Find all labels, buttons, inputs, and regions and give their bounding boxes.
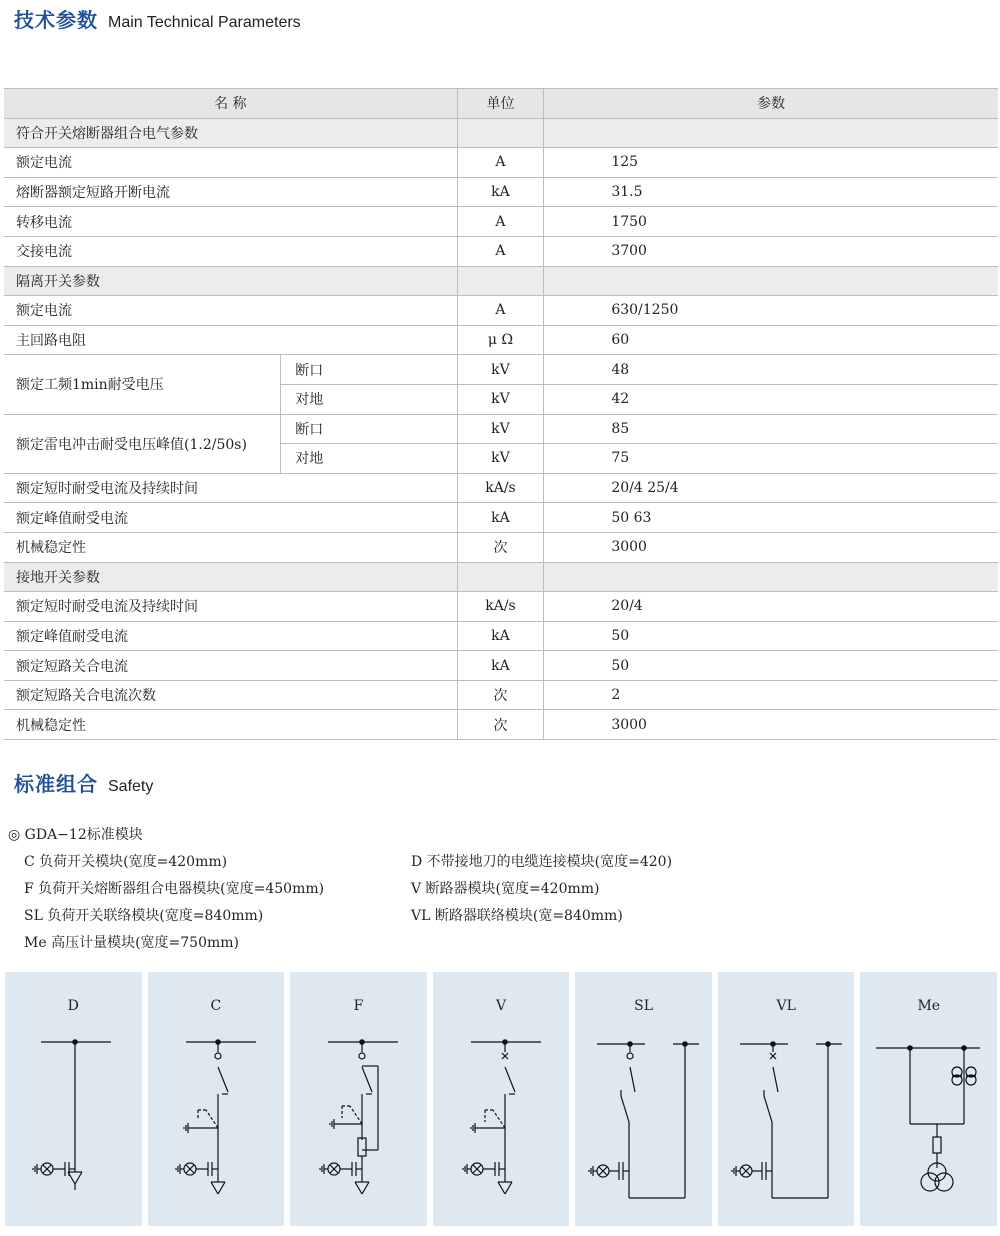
row-unit: A [457, 207, 544, 237]
row-sub: 断口 [281, 355, 457, 385]
row-unit: A [457, 236, 544, 266]
table-row [4, 414, 998, 444]
diagram-label: C [210, 998, 222, 1014]
table-row [4, 680, 998, 710]
tech-params-title-en: Main Technical Parameters [108, 14, 301, 31]
diagram-me-schematic [860, 972, 997, 1226]
row-value: 75 [544, 444, 998, 474]
diagram-c-schematic [148, 972, 285, 1226]
row-name: 额定短路关合电流 [4, 651, 457, 681]
diagram-v-schematic [433, 972, 570, 1226]
row-unit: kA [457, 177, 544, 207]
table-row [4, 236, 998, 266]
row-value: 48 [544, 355, 998, 385]
table-row [4, 325, 998, 355]
row-value: 85 [544, 414, 998, 444]
group-fuse: 符合开关熔断器组合电气参数 [4, 118, 457, 148]
row-value: 630/1250 [544, 296, 998, 326]
row-unit: A [457, 296, 544, 326]
module-item: C 负荷开关模块(宽度=420mm) [24, 854, 228, 870]
row-name: 熔断器额定短路开断电流 [4, 177, 457, 207]
diagram-label: V [495, 998, 507, 1014]
row-name: 额定工频1min耐受电压 [4, 355, 281, 414]
group-row [4, 118, 998, 148]
table-row [4, 532, 998, 562]
table-header-row [4, 89, 998, 119]
group-earthing: 接地开关参数 [4, 562, 457, 592]
row-value: 60 [544, 325, 998, 355]
row-unit: kV [457, 384, 544, 414]
row-sub: 对地 [281, 384, 457, 414]
row-value: 3000 [544, 532, 998, 562]
table-row [4, 592, 998, 622]
table-row [4, 473, 998, 503]
table-row [4, 710, 998, 740]
table-row [4, 355, 998, 385]
row-name: 额定峰值耐受电流 [4, 503, 457, 533]
row-value: 20/4 25/4 [544, 473, 998, 503]
group-row [4, 266, 998, 296]
table-row [4, 503, 998, 533]
diagram-panel-d [5, 972, 142, 1226]
row-sub: 对地 [281, 444, 457, 474]
row-name: 机械稳定性 [4, 532, 457, 562]
diagram-label: F [353, 998, 364, 1014]
row-value: 50 63 [544, 503, 998, 533]
diagram-d-schematic [5, 972, 142, 1226]
row-sub: 断口 [281, 414, 457, 444]
diagram-panel-vl [718, 972, 855, 1226]
module-item: F 负荷开关熔断器组合电器模块(宽度=450mm) [24, 881, 325, 897]
row-name: 额定短路关合电流次数 [4, 680, 457, 710]
table-row [4, 148, 998, 178]
safety-title [14, 768, 153, 797]
diagram-f-schematic [290, 972, 427, 1226]
module-item: Me 高压计量模块(宽度=750mm) [24, 935, 239, 951]
row-name: 额定短时耐受电流及持续时间 [4, 473, 457, 503]
row-name: 转移电流 [4, 207, 457, 237]
row-value: 3000 [544, 710, 998, 740]
row-name: 机械稳定性 [4, 710, 457, 740]
table-row [4, 177, 998, 207]
module-item: VL 断路器联络模块(宽=840mm) [411, 908, 623, 924]
header-unit: 单位 [457, 89, 544, 119]
diagram-label: D [67, 998, 79, 1014]
table-row [4, 207, 998, 237]
tech-params-title-zh: 技术参数 [14, 8, 98, 32]
tech-params-title [14, 4, 301, 33]
diagram-label: SL [634, 998, 654, 1014]
row-name: 额定电流 [4, 296, 457, 326]
row-unit: kA [457, 651, 544, 681]
row-unit: 次 [457, 710, 544, 740]
row-value: 42 [544, 384, 998, 414]
diagram-panel-c [148, 972, 285, 1226]
safety-title-zh: 标准组合 [14, 772, 98, 796]
row-unit: 次 [457, 532, 544, 562]
row-unit: kA [457, 621, 544, 651]
row-unit: kA/s [457, 473, 544, 503]
module-item: V 断路器模块(宽度=420mm) [411, 881, 600, 897]
diagram-panel-sl [575, 972, 712, 1226]
row-unit: kA/s [457, 592, 544, 622]
table-row [4, 651, 998, 681]
params-table [4, 88, 998, 740]
table-row [4, 621, 998, 651]
diagram-label: VL [776, 998, 796, 1014]
header-param: 参数 [544, 89, 998, 119]
row-value: 125 [544, 148, 998, 178]
diagram-panel-v [433, 972, 570, 1226]
row-value: 3700 [544, 236, 998, 266]
diagram-panels [5, 972, 997, 1226]
row-name: 交接电流 [4, 236, 457, 266]
row-name: 主回路电阻 [4, 325, 457, 355]
row-name: 额定雷电冲击耐受电压峰值(1.2/50s) [4, 414, 281, 473]
row-name: 额定峰值耐受电流 [4, 621, 457, 651]
row-unit: A [457, 148, 544, 178]
row-unit: 次 [457, 680, 544, 710]
diagram-label: Me [917, 998, 941, 1014]
diagram-sl-schematic [575, 972, 712, 1226]
table-row [4, 296, 998, 326]
row-value: 1750 [544, 207, 998, 237]
module-item: SL 负荷开关联络模块(宽度=840mm) [24, 908, 264, 924]
row-value: 50 [544, 651, 998, 681]
row-unit: kV [457, 444, 544, 474]
row-unit: kV [457, 414, 544, 444]
row-unit: μ Ω [457, 325, 544, 355]
row-value: 31.5 [544, 177, 998, 207]
row-value: 20/4 [544, 592, 998, 622]
diagram-panel-me [860, 972, 997, 1226]
diagram-panel-f [290, 972, 427, 1226]
module-item: D 不带接地刀的电缆连接模块(宽度=420) [411, 854, 673, 870]
row-unit: kA [457, 503, 544, 533]
row-unit: kV [457, 355, 544, 385]
header-name: 名 称 [4, 89, 457, 119]
diagram-vl-schematic [718, 972, 855, 1226]
row-value: 50 [544, 621, 998, 651]
group-row [4, 562, 998, 592]
row-value: 2 [544, 680, 998, 710]
group-disconnector: 隔离开关参数 [4, 266, 457, 296]
safety-title-en: Safety [108, 778, 154, 795]
row-name: 额定短时耐受电流及持续时间 [4, 592, 457, 622]
row-name: 额定电流 [4, 148, 457, 178]
module-list-header: ◎ GDA−12标准模块 [8, 827, 143, 843]
